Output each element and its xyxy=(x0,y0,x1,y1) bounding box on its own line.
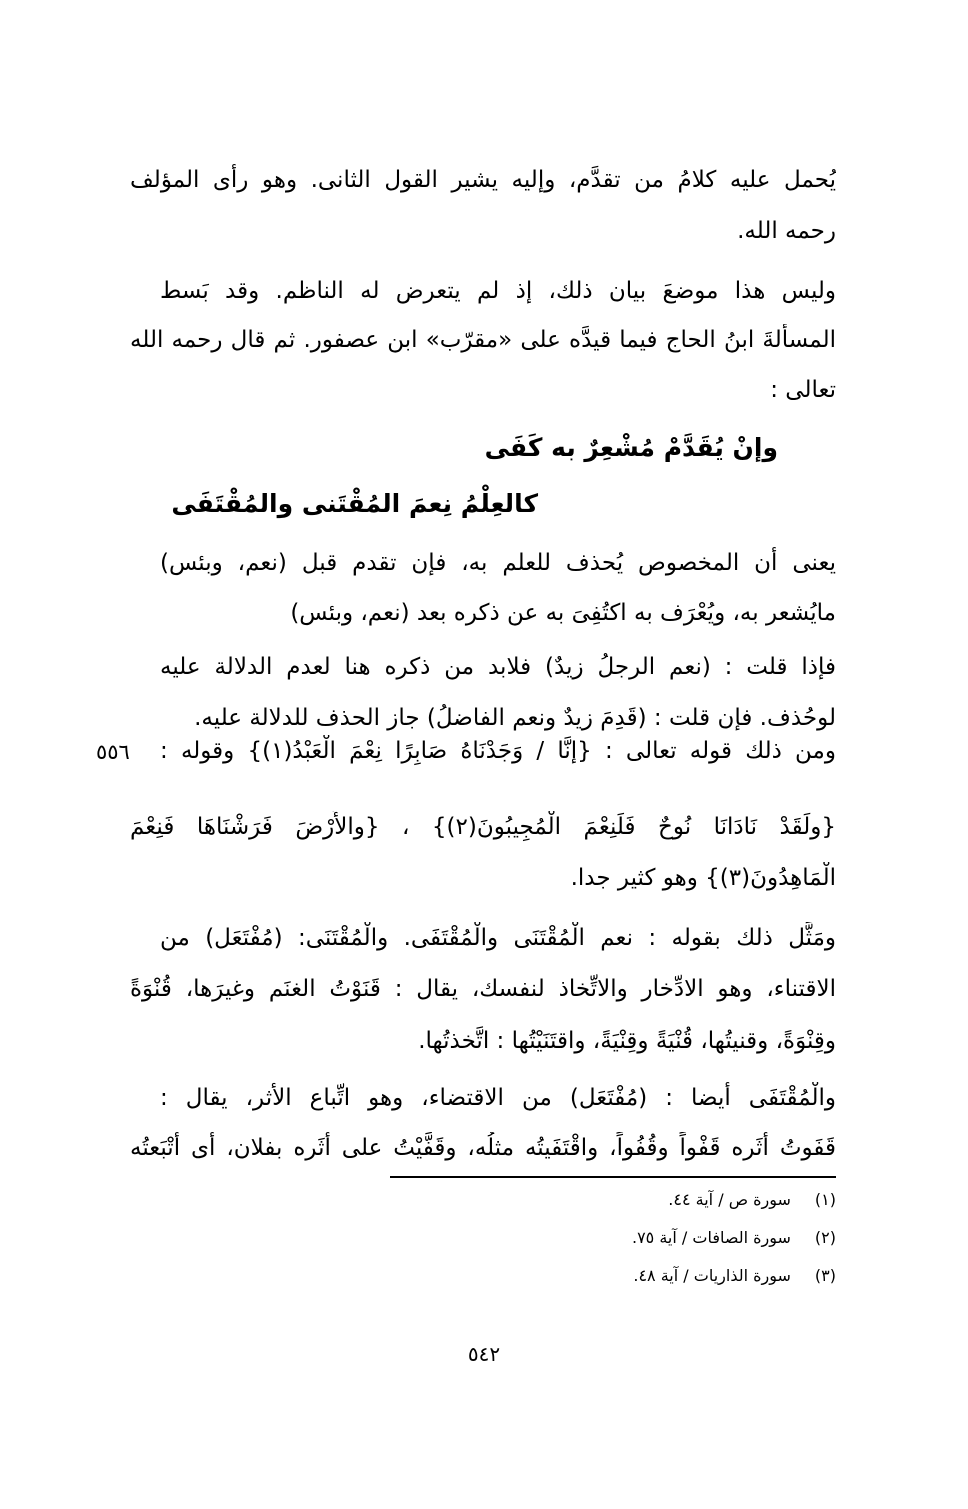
footnote-3 xyxy=(316,1264,836,1288)
body-line-9: لوحُذف. فإن قلت : (قَدِمَ زيدٌ ونعم الفاضلُ) جاز الحذف للدلالة عليه. xyxy=(194,705,836,731)
body-line-2: رحمه الله. xyxy=(737,218,836,244)
body-line-3: وليس هذا موضعَ بيان ذلك، إذ لم يتعرض له الناظم. وقد بَسط xyxy=(160,278,836,304)
body-line-15: وقِنْوَةً، وقنيتُها، قُنْيَةً وقِنْيَةً، واقتَنَيْتُها : اتَّخذتُها. xyxy=(418,1028,836,1054)
body-line-4: المسألةَ ابنُ الحاج فيما قيدَّه على «مقرّب» ابن عصفور. ثم قال رحمه الله xyxy=(130,327,836,353)
page-number: ٥٤٢ xyxy=(467,1342,501,1366)
margin-page-number: ٥٥٦ xyxy=(96,740,130,764)
body-line-16: والْمُقْتَفَى أيضا : (مُفْتَعَل) من الاقتضاء، وهو اتِّباع الأثر، يقال : xyxy=(160,1085,836,1111)
body-line-8: فإذا قلت : (نعم الرجلُ زيدٌ) فلابد من ذكره هنا لعدم الدلالة عليه xyxy=(160,654,836,680)
body-line-1: يُحمل عليه كلامُ من تقدَّم، وإليه يشير القول الثانى. وهو رأى المؤلف xyxy=(130,167,836,193)
footnote-3-number: (٣) xyxy=(814,1266,836,1285)
footnote-1 xyxy=(316,1188,836,1212)
body-line-14: الاقتناء، وهو الادِّخار والاتِّخاذ لنفسك، يقال : قَنَوْتُ الغنَم وغيرَها، قُنْوَةً xyxy=(130,976,836,1002)
body-line-11: {ولَقَدْ نَادَانَا نُوحٌ فَلَنِعْمَ الْمُجِيبُونَ(٢)} ، {والأَرْضَ فَرَشْنَاهَا فَنِعْمَ xyxy=(130,814,836,840)
footnote-2-text: سورة الصافات / آية ٧٥. xyxy=(631,1228,791,1247)
footnote-separator xyxy=(390,1176,836,1178)
footnote-3-text: سورة الذاريات / آية ٤٨. xyxy=(633,1266,791,1285)
footnote-1-text: سورة ص / آية ٤٤. xyxy=(668,1190,791,1209)
body-line-10: ومن ذلك قوله تعالى : {إنَّا / وَجَدْنَاهُ صَابِرًا نِعْمَ الْعَبْدُ(١)} وقوله : xyxy=(160,738,836,764)
body-line-5: تعالى : xyxy=(770,377,836,403)
body-line-6: يعنى أن المخصوص يُحذف للعلم به، فإن تقدم قبل (نعم، وبئس) xyxy=(160,550,836,576)
body-line-12: الْمَاهِدُونَ(٣)} وهو كثير جدا. xyxy=(570,865,836,891)
footnote-2-number: (٢) xyxy=(814,1228,836,1247)
body-line-17: قَفَوتُ أثَره قَفْواً وقُفُواً، واقْتَفَيتُه مثلُه، وقَفَّيْتُ على أَثَره بفلان، أى أَتْبَعتُه xyxy=(130,1135,836,1161)
body-line-13: ومَثَّل ذلك بقوله : نعم الْمُقْتَنَى والْمُقْتَفَى. والْمُقْتَنَى: (مُفْتَعَل) من xyxy=(160,925,836,951)
verse-line-2: كالعِلْمُ نِعمَ المُقْتَنى والمُقْتَفَى xyxy=(171,489,538,518)
verse-line-1: وإنْ يُقَدَّمْ مُشْعِرٌ به كَفَى xyxy=(484,433,778,462)
footnote-2 xyxy=(316,1226,836,1250)
footnote-1-number: (١) xyxy=(814,1190,836,1209)
body-line-7: مايُشعر به، ويُعْرَف به اكتُفِىَ به عن ذكره بعد (نعم، وبئس) xyxy=(290,600,836,626)
